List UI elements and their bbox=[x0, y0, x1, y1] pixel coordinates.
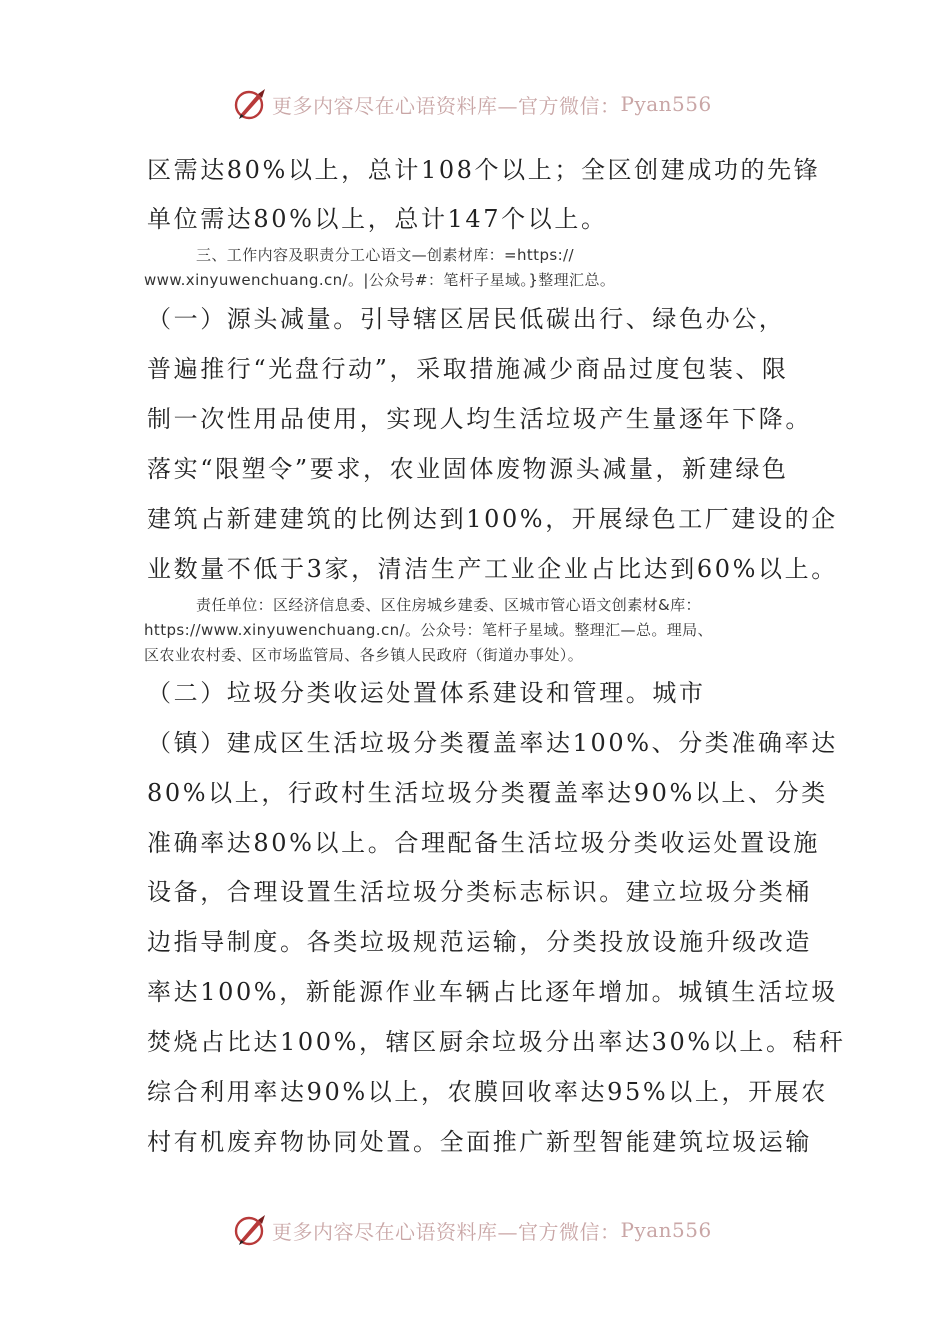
section-1-line: 落实“限塑令”要求，农业固体废物源头减量，新建绿色 bbox=[147, 455, 789, 483]
footer-banner bbox=[0, 1210, 950, 1250]
quill-pen-logo-icon bbox=[232, 1212, 268, 1248]
section-1-line: 普遍推行“光盘行动”，采取措施减少商品过度包装、限 bbox=[147, 355, 789, 383]
banner-wechat-id: Pyan556 bbox=[620, 92, 712, 116]
watermark-note-line: 责任单位：区经济信息委、区住房城乡建委、区城市管心语文创素材&库： bbox=[196, 596, 701, 614]
section-2-line: 村有机废弃物协同处置。全面推广新型智能建筑垃圾运输 bbox=[147, 1128, 812, 1156]
banner-title: 更多内容尽在心语资料库—官方微信： bbox=[272, 93, 621, 118]
section-1-line: 业数量不低于3家，清洁生产工业企业占比达到60%以上。 bbox=[147, 555, 838, 583]
text-line: 区需达80%以上，总计108个以上；全区创建成功的先锋 bbox=[147, 156, 821, 184]
section-2-line: 80%以上，行政村生活垃圾分类覆盖率达90%以上、分类 bbox=[147, 779, 828, 807]
banner-wechat-id: Pyan556 bbox=[620, 1218, 712, 1242]
watermark-note-line: https://www.xinyuwenchuang.cn/。公众号：笔杆子星域。整理汇—总。理局、 bbox=[144, 621, 713, 639]
section-1-line: （一）源头减量。引导辖区居民低碳出行、绿色办公， bbox=[147, 305, 786, 333]
section-2-line: 边指导制度。各类垃圾规范运输，分类投放设施升级改造 bbox=[147, 928, 812, 956]
section-1-line: 建筑占新建建筑的比例达到100%，开展绿色工厂建设的企 bbox=[147, 505, 838, 533]
section-2-line: 设备，合理设置生活垃圾分类标志标识。建立垃圾分类桶 bbox=[147, 878, 812, 906]
watermark-note-line: 区农业农村委、区市场监管局、各乡镇人民政府（街道办事处）。 bbox=[144, 646, 584, 664]
watermark-note-line: 三、工作内容及职责分工心语文—创素材库：=https:// bbox=[196, 246, 574, 264]
text-line: 单位需达80%以上，总计147个以上。 bbox=[147, 205, 608, 233]
header-banner bbox=[0, 84, 950, 124]
watermark-note-line: www.xinyuwenchuang.cn/。|公众号#：笔杆子星域。}整理汇总。 bbox=[144, 271, 616, 289]
banner-title: 更多内容尽在心语资料库—官方微信： bbox=[272, 1219, 621, 1244]
quill-pen-logo-icon bbox=[232, 86, 268, 122]
section-2-line: 率达100%，新能源作业车辆占比逐年增加。城镇生活垃圾 bbox=[147, 978, 838, 1006]
section-1-line: 制一次性用品使用，实现人均生活垃圾产生量逐年下降。 bbox=[147, 405, 812, 433]
section-2-line: 焚烧占比达100%，辖区厨余垃圾分出率达30%以上。秸秆 bbox=[147, 1028, 846, 1056]
section-2-line: 准确率达80%以上。合理配备生活垃圾分类收运处置设施 bbox=[147, 829, 820, 857]
section-2-line: （镇）建成区生活垃圾分类覆盖率达100%、分类准确率达 bbox=[147, 729, 838, 757]
section-2-line: 综合利用率达90%以上，农膜回收率达95%以上，开展农 bbox=[147, 1078, 828, 1106]
section-2-line: （二）垃圾分类收运处置体系建设和管理。城市 bbox=[147, 679, 706, 707]
